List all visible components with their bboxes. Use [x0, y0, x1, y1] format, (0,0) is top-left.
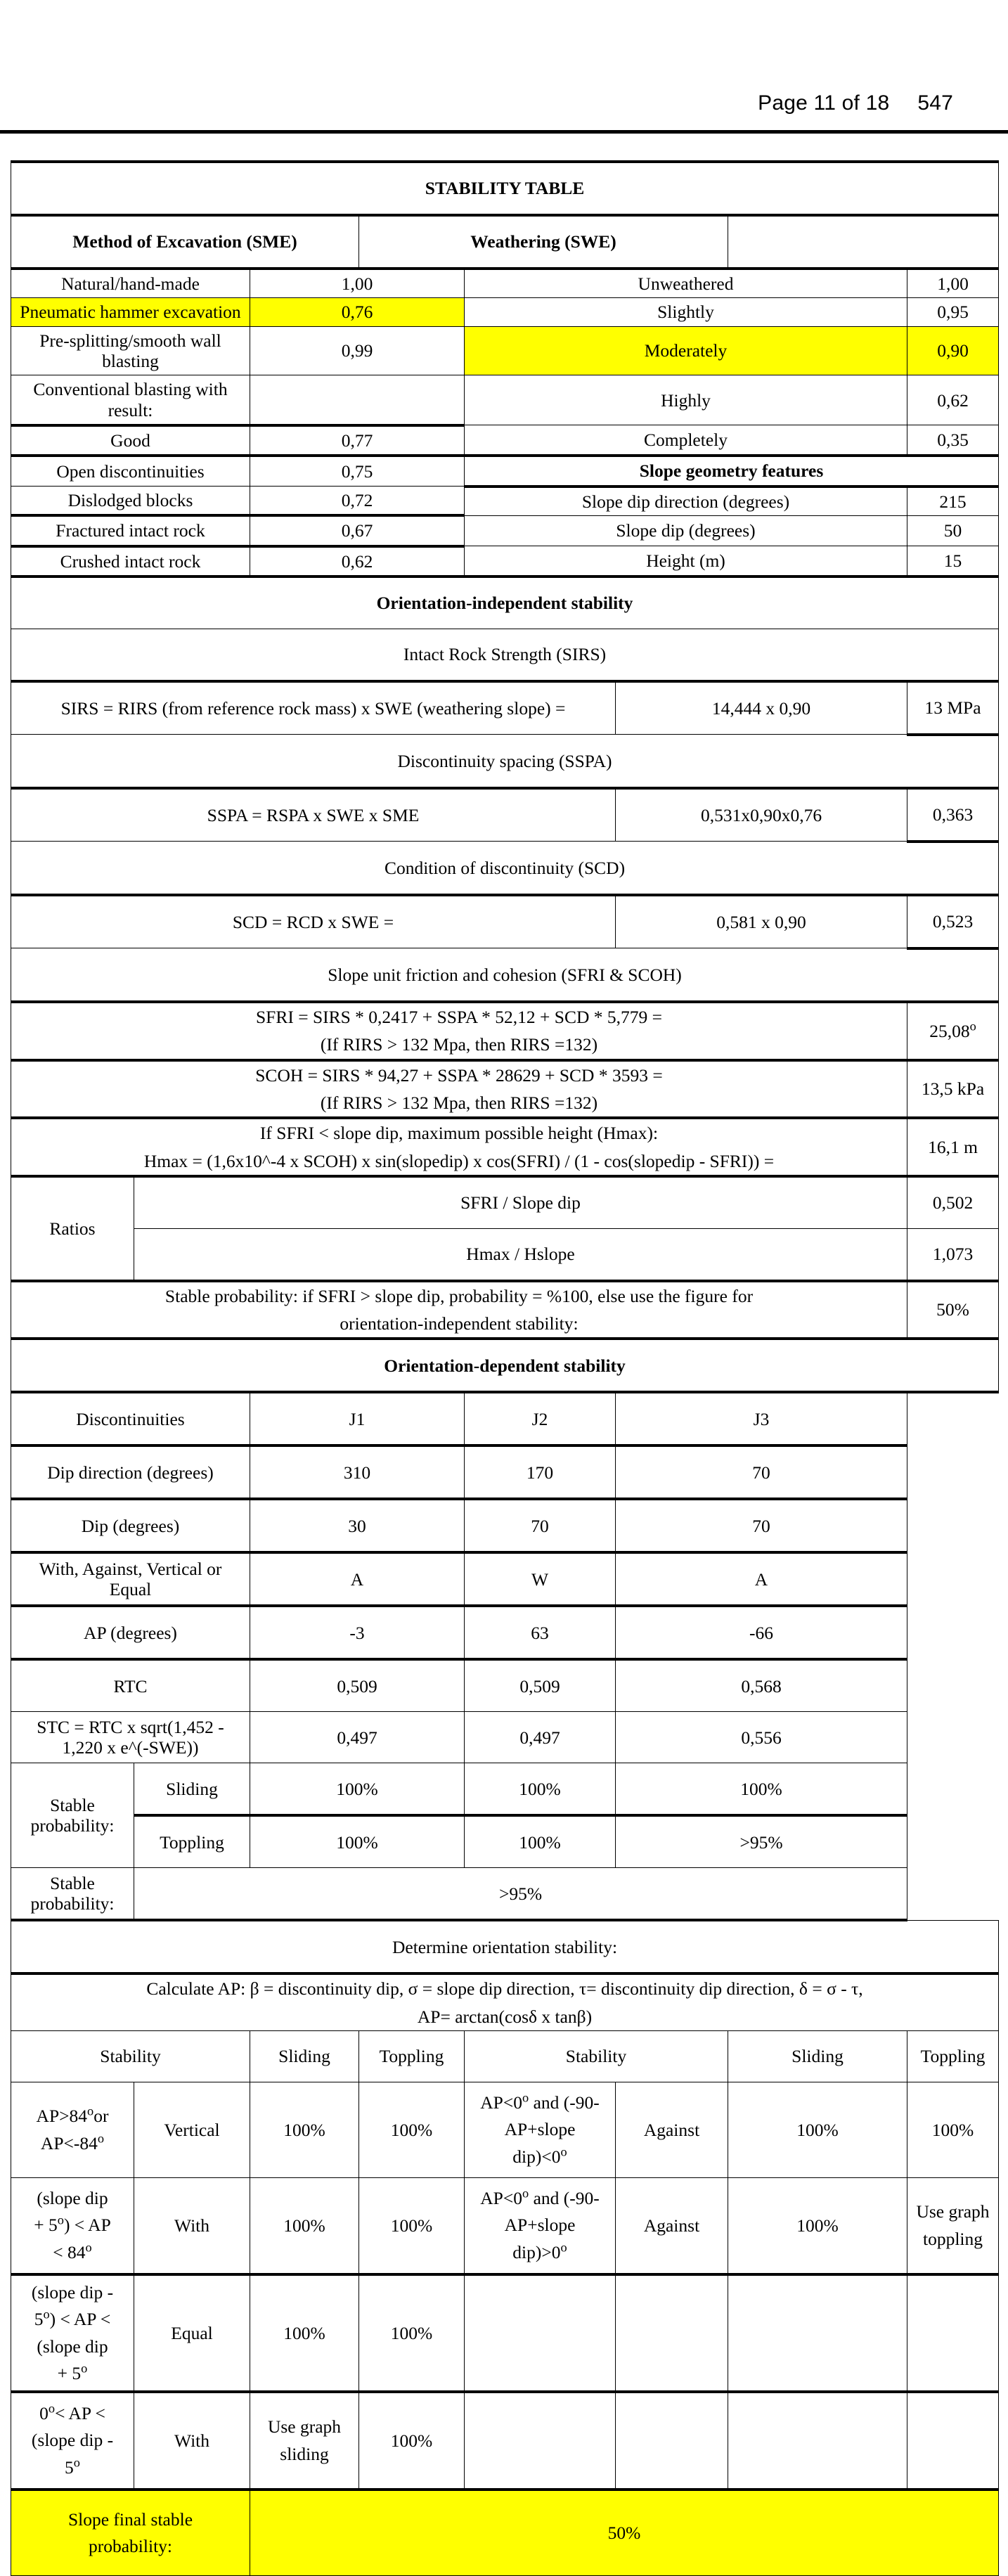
geometry-value: 50 [907, 515, 999, 546]
criteria-left-toppling: 100% [359, 2082, 465, 2178]
ratio-label: Hmax / Hslope [134, 1228, 907, 1281]
sme-label: Pre-splitting/smooth wall blasting [11, 326, 250, 375]
calculate-ap-line2: AP= arctan(cosδ x tanβ) [11, 2003, 999, 2031]
stability-table [11, 160, 999, 2576]
criteria-left-type: Equal [134, 2274, 250, 2392]
overall-stable-probability-value: >95% [134, 1868, 907, 1921]
swe-label: Unweathered [465, 269, 907, 298]
sfri-formula-line1: SFRI = SIRS * 0,2417 + SSPA * 52,12 + SCD * 5,779 = [11, 1002, 907, 1031]
orientation-independent-header: Orientation-independent stability [11, 577, 999, 629]
criteria-right-toppling: Use graph toppling [907, 2178, 999, 2275]
discontinuity-value: -3 [250, 1606, 465, 1659]
table-row [11, 1392, 999, 1445]
ratio-value: 0,502 [907, 1176, 999, 1229]
criteria-right-sliding [728, 2274, 907, 2392]
sspa-result: 0,363 [907, 788, 999, 842]
empty-cell [907, 1445, 999, 1499]
empty-cell [907, 1499, 999, 1552]
scd-formula: SCD = RCD x SWE = [11, 895, 616, 948]
criteria-sliding-left-header: Sliding [250, 2031, 359, 2082]
swe-value: 1,00 [907, 269, 999, 298]
swe-value: 0,90 [907, 326, 999, 375]
criteria-left-type: With [134, 2392, 250, 2490]
table-row [11, 2274, 999, 2392]
table-row [11, 1281, 999, 1310]
criteria-stability-left-header: Stability [11, 2031, 250, 2082]
table-row [11, 162, 999, 215]
discontinuity-row-label: With, Against, Vertical or Equal [11, 1552, 250, 1606]
criteria-left-type: Vertical [134, 2082, 250, 2178]
sfri-scoh-header: Slope unit friction and cohesion (SFRI & SCOH) [11, 948, 999, 1002]
table-row [11, 1499, 999, 1552]
swe-value: 0,95 [907, 298, 999, 326]
criteria-left-condition: (slope dip + $5^o$) < AP < $84^o$ [11, 2178, 134, 2275]
sme-label: Open discontinuities [11, 456, 250, 486]
discontinuity-value: 70 [616, 1499, 907, 1552]
criteria-right-condition [465, 2274, 616, 2392]
sme-header: Method of Excavation (SME) [11, 215, 359, 269]
sme-value: 0,99 [250, 326, 465, 375]
table-row [11, 1868, 999, 1921]
sme-value: 0,77 [250, 425, 465, 456]
discontinuity-value: 70 [465, 1499, 616, 1552]
sme-value: 0,72 [250, 487, 465, 516]
criteria-stability-right-header: Stability [465, 2031, 728, 2082]
criteria-toppling-right-header: Toppling [907, 2031, 999, 2082]
sspa-calc: 0,531x0,90x0,76 [616, 788, 907, 842]
sliding-value: 100% [250, 1763, 465, 1816]
discontinuity-row-label: Dip (degrees) [11, 1499, 250, 1552]
table-row [11, 735, 999, 788]
table-row [11, 1089, 999, 1118]
table-row [11, 895, 999, 948]
empty-cell [907, 1868, 999, 1921]
discontinuity-value: 63 [465, 1606, 616, 1659]
sme-value: 0,75 [250, 456, 465, 486]
criteria-right-condition [465, 2392, 616, 2490]
discontinuity-value: 310 [250, 1445, 465, 1499]
table-row [11, 2490, 999, 2576]
table-row [11, 1606, 999, 1659]
discontinuity-value: 0,509 [250, 1659, 465, 1712]
empty-cell [907, 1712, 999, 1763]
criteria-left-condition: $AP>84^oor$ $AP<-84^o$ [11, 2082, 134, 2178]
sliding-label: Sliding [134, 1763, 250, 1816]
sliding-value: 100% [616, 1763, 907, 1816]
table-row [11, 948, 999, 1002]
criteria-right-toppling [907, 2274, 999, 2392]
discontinuity-value: -66 [616, 1606, 907, 1659]
discontinuity-value: A [616, 1552, 907, 1606]
criteria-left-sliding: Use graph sliding [250, 2392, 359, 2490]
criteria-right-sliding [728, 2392, 907, 2490]
criteria-left-condition: $0^o<$ AP < (slope dip - 5$^o$ [11, 2392, 134, 2490]
stable-prob-value: 50% [907, 1281, 999, 1339]
table-row [11, 788, 999, 842]
hmax-line1: If SFRI < slope dip, maximum possible height (Hmax): [11, 1118, 907, 1147]
joint-column-j3: J3 [616, 1392, 907, 1445]
scoh-formula-line2: (If RIRS > 132 Mpa, then RIRS =132) [11, 1089, 907, 1118]
table-row [11, 1060, 999, 1089]
sme-label: Dislodged blocks [11, 487, 250, 516]
overall-stable-probability-label: Stable probability: [11, 1868, 134, 1921]
discontinuity-value: 170 [465, 1445, 616, 1499]
criteria-right-sliding: 100% [728, 2082, 907, 2178]
criteria-right-toppling: 100% [907, 2082, 999, 2178]
table-row [11, 1147, 999, 1176]
hmax-line2: Hmax = (1,6x10^-4 x SCOH) x sin(slopedip) x cos(SFRI) / (1 - cos(slopedip - SFRI)) = [11, 1147, 907, 1176]
criteria-right-type: Against [616, 2082, 728, 2178]
discontinuity-value: 0,497 [250, 1712, 465, 1763]
empty-cell [907, 1552, 999, 1606]
sme-value: 0,76 [250, 298, 465, 326]
page-header [0, 91, 1008, 134]
table-row [11, 1118, 999, 1147]
slope-geometry-header: Slope geometry features [465, 456, 999, 486]
table-row [11, 326, 999, 375]
table-row [11, 2392, 999, 2490]
sme-value: 1,00 [250, 269, 465, 298]
table-row [11, 1712, 999, 1763]
criteria-toppling-left-header: Toppling [359, 2031, 465, 2082]
table-row [11, 269, 999, 298]
sme-label: Conventional blasting with result: [11, 375, 250, 425]
table-row [11, 375, 999, 425]
table-row [11, 2178, 999, 2275]
criteria-left-toppling: 100% [359, 2392, 465, 2490]
table-row [11, 515, 999, 546]
swe-value: 0,62 [907, 375, 999, 425]
table-row [11, 1176, 999, 1229]
table-row [11, 629, 999, 681]
final-stable-probability-label: Slope final stable probability: [11, 2490, 250, 2576]
sme-label: Good [11, 425, 250, 456]
table-row [11, 1002, 999, 1031]
criteria-right-toppling [907, 2392, 999, 2490]
criteria-right-condition: $AP<0^o$ and (-90- AP+slope $dip)>0^o$ [465, 2178, 616, 2275]
discontinuity-value: 0,556 [616, 1712, 907, 1763]
table-row [11, 1763, 999, 1816]
criteria-left-type: With [134, 2178, 250, 2275]
table-row [11, 1659, 999, 1712]
sliding-value: 100% [465, 1763, 616, 1816]
discontinuity-row-label: Dip direction (degrees) [11, 1445, 250, 1499]
empty-cell [907, 1606, 999, 1659]
sirs-formula: SIRS = RIRS (from reference rock mass) x SWE (weathering slope) = [11, 681, 616, 735]
sme-label: Crushed intact rock [11, 546, 250, 577]
sfri-formula-line2: (If RIRS > 132 Mpa, then RIRS =132) [11, 1031, 907, 1060]
scoh-result: 13,5 kPa [907, 1060, 999, 1119]
sspa-formula: SSPA = RSPA x SWE x SME [11, 788, 616, 842]
table-row [11, 681, 999, 735]
ratio-value: 1,073 [907, 1228, 999, 1281]
swe-label: Completely [465, 425, 907, 456]
ratios-label: Ratios [11, 1176, 134, 1281]
table-row [11, 842, 999, 895]
orientation-dependent-header: Orientation-dependent stability [11, 1339, 999, 1392]
swe-label: Slightly [465, 298, 907, 326]
empty-cell [907, 1392, 999, 1445]
discontinuity-value: 70 [616, 1445, 907, 1499]
criteria-left-sliding: 100% [250, 2082, 359, 2178]
discontinuity-row-label: STC = RTC x sqrt(1,452 - 1,220 x e^(-SWE)) [11, 1712, 250, 1763]
criteria-right-sliding: 100% [728, 2178, 907, 2275]
geometry-value: 215 [907, 487, 999, 516]
geometry-label: Slope dip direction (degrees) [465, 487, 907, 516]
swe-label: Highly [465, 375, 907, 425]
toppling-value: 100% [465, 1815, 616, 1868]
criteria-sliding-right-header: Sliding [728, 2031, 907, 2082]
discontinuity-value: A [250, 1552, 465, 1606]
swe-header: Weathering (SWE) [359, 215, 728, 269]
discontinuity-value: 0,568 [616, 1659, 907, 1712]
sfri-result: 25,08$^o$ [907, 1002, 999, 1060]
page-number: 547 [917, 91, 953, 115]
scd-header: Condition of discontinuity (SCD) [11, 842, 999, 895]
table-row [11, 1920, 999, 1973]
table-row [11, 546, 999, 577]
criteria-left-toppling: 100% [359, 2274, 465, 2392]
discontinuities-label: Discontinuities [11, 1392, 250, 1445]
hmax-result: 16,1 m [907, 1118, 999, 1176]
sme-label: Pneumatic hammer excavation [11, 298, 250, 326]
discontinuity-value: 30 [250, 1499, 465, 1552]
toppling-value: 100% [250, 1815, 465, 1868]
swe-value: 0,35 [907, 425, 999, 456]
scoh-formula-line1: SCOH = SIRS * 94,27 + SSPA * 28629 + SCD * 3593 = [11, 1060, 907, 1089]
sme-label: Natural/hand-made [11, 269, 250, 298]
criteria-left-condition: (slope dip - $5^o$) < AP < (slope dip + $5^o$ [11, 2274, 134, 2392]
discontinuity-value: 0,509 [465, 1659, 616, 1712]
table-row [11, 1445, 999, 1499]
table-row [11, 577, 999, 629]
scd-result: 0,523 [907, 895, 999, 948]
sme-value: 0,62 [250, 546, 465, 577]
calculate-ap-line1: Calculate AP: β = discontinuity dip, σ = slope dip direction, τ= discontinuity dip direction, δ = σ - τ, [11, 1973, 999, 2002]
sme-value [250, 375, 465, 425]
table-row [11, 2031, 999, 2082]
table-row [11, 215, 999, 269]
joint-column-j1: J1 [250, 1392, 465, 1445]
criteria-right-type: Against [616, 2178, 728, 2275]
geometry-label: Slope dip (degrees) [465, 515, 907, 546]
criteria-right-type [616, 2392, 728, 2490]
criteria-left-sliding: 100% [250, 2274, 359, 2392]
header-divider [0, 130, 1008, 134]
table-row [11, 456, 999, 486]
geometry-label: Height (m) [465, 546, 907, 577]
sspa-header: Discontinuity spacing (SSPA) [11, 735, 999, 788]
sirs-calc: 14,444 x 0,90 [616, 681, 907, 735]
joint-column-j2: J2 [465, 1392, 616, 1445]
toppling-label: Toppling [134, 1815, 250, 1868]
criteria-right-type [616, 2274, 728, 2392]
final-stable-probability-value: 50% [250, 2490, 999, 2576]
geometry-value: 15 [907, 546, 999, 577]
table-row [11, 1228, 999, 1281]
discontinuity-value: 0,497 [465, 1712, 616, 1763]
swe-header-spacer [728, 215, 999, 269]
empty-cell [907, 1815, 999, 1868]
table-row [11, 1973, 999, 2002]
table-row [11, 298, 999, 326]
page-indicator: Page 11 of 18 [758, 91, 890, 115]
discontinuity-row-label: AP (degrees) [11, 1606, 250, 1659]
criteria-right-condition: $AP<0^o$ and (-90- AP+slope $dip)<0^o$ [465, 2082, 616, 2178]
scd-calc: 0,581 x 0,90 [616, 895, 907, 948]
discontinuity-value: W [465, 1552, 616, 1606]
table-row [11, 1339, 999, 1392]
stability-table-container [11, 160, 998, 2576]
table-row [11, 1815, 999, 1868]
table-row [11, 487, 999, 516]
sme-label: Fractured intact rock [11, 515, 250, 546]
stable-prob-line1: Stable probability: if SFRI > slope dip, probability = %100, else use the figure for [11, 1281, 907, 1310]
table-row [11, 425, 999, 456]
swe-label: Moderately [465, 326, 907, 375]
stable-probability-label: Stable probability: [11, 1763, 134, 1868]
toppling-value: >95% [616, 1815, 907, 1868]
empty-cell [907, 1763, 999, 1816]
discontinuity-row-label: RTC [11, 1659, 250, 1712]
table-row [11, 2003, 999, 2031]
table-row [11, 1552, 999, 1606]
stable-prob-line2: orientation-independent stability: [11, 1310, 907, 1339]
criteria-left-sliding: 100% [250, 2178, 359, 2275]
sirs-header: Intact Rock Strength (SIRS) [11, 629, 999, 681]
determine-orientation-text: Determine orientation stability: [11, 1920, 999, 1973]
table-title: STABILITY TABLE [11, 162, 999, 215]
criteria-left-toppling: 100% [359, 2178, 465, 2275]
empty-cell [907, 1659, 999, 1712]
table-row [11, 2082, 999, 2178]
sme-value: 0,67 [250, 515, 465, 546]
ratio-label: SFRI / Slope dip [134, 1176, 907, 1229]
sirs-result: 13 MPa [907, 681, 999, 735]
table-row [11, 1310, 999, 1339]
table-row [11, 1031, 999, 1060]
